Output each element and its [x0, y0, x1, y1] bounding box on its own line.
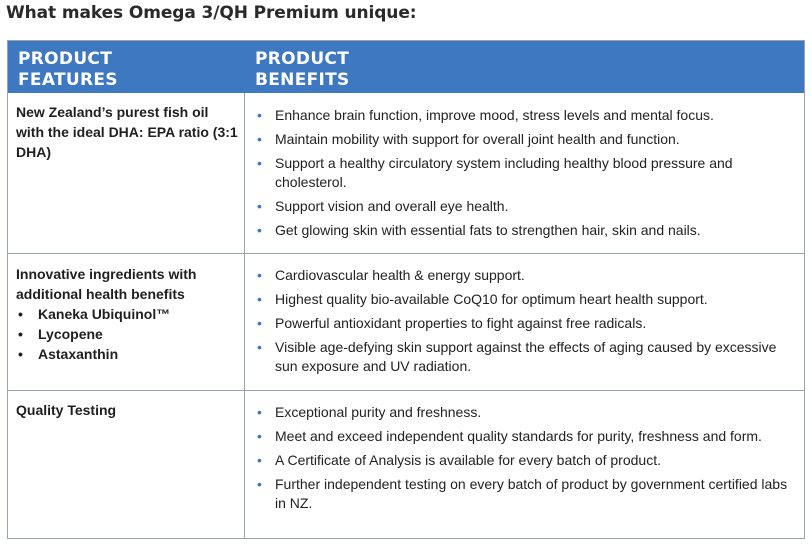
header-benefits-line1: PRODUCT — [255, 49, 350, 69]
feature-cell: Quality Testing — [16, 402, 117, 418]
table-row — [8, 93, 804, 253]
benefit-item: • Visible age-defying skin support against the effects of aging caused by excessive sun exposure and UV radiation. — [254, 338, 794, 375]
benefit-item: • Powerful antioxidant properties to fight against free radicals. — [254, 314, 794, 333]
benefits-list — [254, 106, 794, 245]
feature-cell — [16, 264, 238, 364]
benefits-list — [254, 403, 794, 518]
benefit-item: • Get glowing skin with essential fats to strengthen hair, skin and nails. — [254, 221, 794, 240]
benefit-item: • Exceptional purity and freshness. — [254, 403, 794, 422]
benefit-item: • Support a healthy circulatory system including healthy blood pressure and cholesterol. — [254, 154, 794, 191]
page-title: What makes Omega 3/QH Premium unique: — [6, 3, 417, 23]
table-row — [8, 391, 804, 539]
feature-ingredient: • Lycopene — [16, 324, 238, 344]
feature-ingredient: • Astaxanthin — [16, 344, 238, 364]
benefit-item: • Maintain mobility with support for overall joint health and function. — [254, 130, 794, 149]
benefit-item: • A Certificate of Analysis is available for every batch of product. — [254, 451, 794, 470]
features-benefits-table — [7, 40, 805, 539]
feature-ingredient: • Kaneka Ubiquinol™ — [16, 304, 238, 324]
benefit-item: • Enhance brain function, improve mood, stress levels and mental focus. — [254, 106, 794, 125]
feature-text: Innovative ingredients with additional health benefits — [16, 266, 197, 302]
benefit-item: • Further independent testing on every batch of product by government certified labs in NZ. — [254, 475, 794, 512]
feature-cell: New Zealand’s purest fish oil with the ideal DHA: EPA ratio (3:1 DHA) — [16, 104, 238, 160]
header-features-line2: FEATURES — [18, 70, 118, 90]
table-row — [8, 254, 804, 390]
header-features — [18, 49, 118, 91]
benefits-list — [254, 266, 794, 381]
header-benefits — [255, 49, 350, 91]
feature-ingredients-list — [16, 304, 238, 364]
benefit-item: • Cardiovascular health & energy support. — [254, 266, 794, 285]
header-benefits-line2: BENEFITS — [255, 70, 350, 90]
benefit-item: • Meet and exceed independent quality standards for purity, freshness and form. — [254, 427, 794, 446]
header-features-line1: PRODUCT — [18, 49, 113, 69]
table-header — [8, 41, 804, 93]
benefit-item: • Highest quality bio-available CoQ10 for optimum heart health support. — [254, 290, 794, 309]
benefit-item: • Support vision and overall eye health. — [254, 197, 794, 216]
